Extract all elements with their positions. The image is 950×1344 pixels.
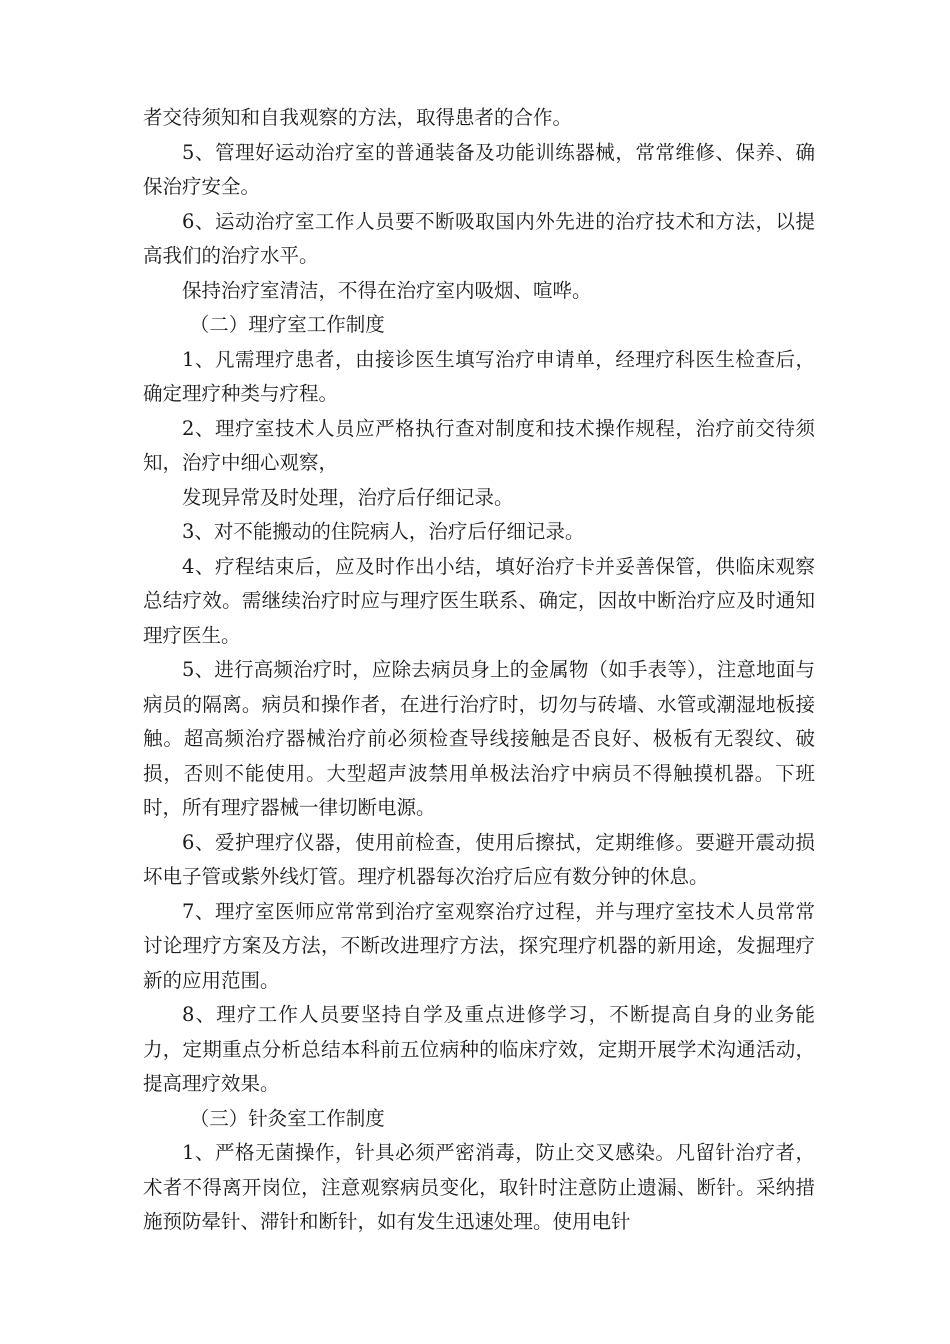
paragraph-continuation: 者交待须知和自我观察的方法，取得患者的合作。	[143, 106, 573, 129]
paragraph-physio-item-4: 4、疗程结束后，应及时作出小结，填好治疗卡并妥善保管，供临床观察总结疗效。需继续治疗时应与理疗医生联系、确定，因故中断治疗应及时通知理疗医生。	[143, 554, 815, 647]
paragraph-cleanliness: 保持治疗室清洁，不得在治疗室内吸烟、喧哗。	[182, 278, 592, 302]
paragraph-item-5-equipment: 5、管理好运动治疗室的普通装备及功能训练器械，常常维修、保养、确保治疗安全。	[143, 140, 815, 198]
paragraph-acupuncture-item-1: 1、严格无菌操作，针具必须严密消毒，防止交叉感染。凡留针治疗者，术者不得离开岗位，注意观察病员变化，取针时注意防止遗漏、断针。采纳措施预防晕针、滞针和断针，如有发生迅速处理。使用电针	[143, 1141, 815, 1233]
paragraph-physio-item-2: 2、理疗室技术人员应严格执行查对制度和技术操作规程，治疗前交待须知，治疗中细心观察，	[143, 416, 815, 474]
section-heading-physiotherapy: （二）理疗室工作制度	[189, 313, 385, 336]
section-heading-acupuncture: （三）针灸室工作制度	[189, 1106, 385, 1130]
paragraph-physio-item-8: 8、理疗工作人员要坚持自学及重点进修学习，不断提高自身的业务能力，定期重点分析总结本科前五位病种的临床疗效，定期开展学术沟通活动，提高理疗效果。	[143, 1003, 815, 1095]
document-body	[143, 101, 815, 1240]
paragraph-physio-item-6: 6、爱护理疗仪器，使用前检查，使用后擦拭，定期维修。要避开震动损坏电子管或紫外线灯管。理疗机器每次治疗后应有数分钟的休息。	[143, 830, 815, 888]
paragraph-physio-item-5: 5、进行高频治疗时，应除去病员身上的金属物（如手表等），注意地面与病员的隔离。病员和操作者，在进行治疗时，切勿与砖墙、水管或潮湿地板接触。超高频治疗器械治疗前必须检查导线接触是否良好、极板有无裂纹、破损，否则不能使用。大型超声波禁用单极法治疗中病员不得触摸机器。下班时，所有理疗器械一律切断电源。	[143, 658, 815, 819]
paragraph-physio-item-1: 1、凡需理疗患者，由接诊医生填写治疗申请单，经理疗科医生检查后，确定理疗种类与疗程。	[143, 347, 815, 405]
paragraph-item-6-learning: 6、运动治疗室工作人员要不断吸取国内外先进的治疗技术和方法，以提高我们的治疗水平。	[143, 209, 815, 267]
paragraph-physio-item-3: 3、对不能搬动的住院病人，治疗后仔细记录。	[182, 520, 585, 543]
paragraph-physio-item-2-cont: 发现异常及时处理，治疗后仔细记录。	[182, 485, 514, 509]
paragraph-physio-item-7: 7、理疗室医师应常常到治疗室观察治疗过程，并与理疗室技术人员常常讨论理疗方案及方法，不断改进理疗方法，探究理疗机器的新用途，发掘理疗新的应用范围。	[143, 899, 815, 992]
